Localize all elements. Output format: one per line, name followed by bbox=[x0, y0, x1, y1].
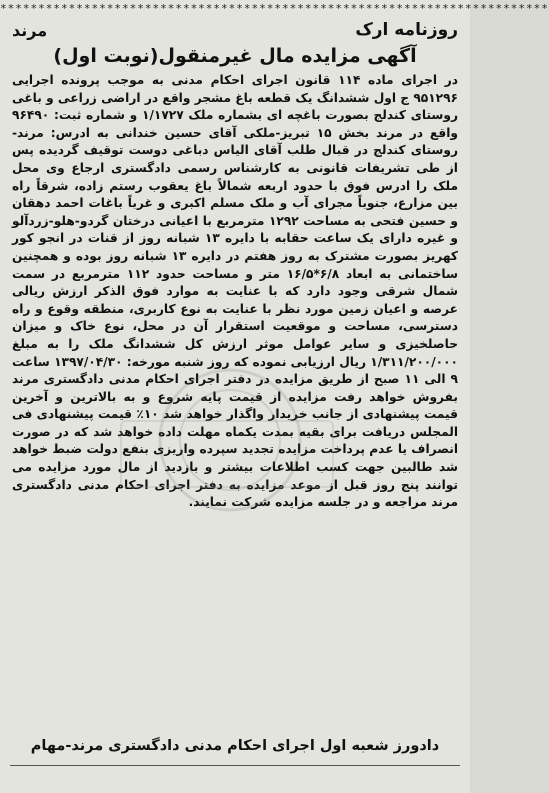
bottom-divider bbox=[10, 765, 460, 766]
notice-title: آگهی مزایده مال غیرمنقول(نوبت اول) bbox=[53, 45, 417, 67]
notice-signature: دادورز شعبه اول اجرای احکام مدنی دادگستری مرند-مهام bbox=[30, 738, 440, 754]
masthead bbox=[12, 18, 458, 42]
notice-body: در اجرای ماده ۱۱۴ قانون اجرای احکام مدنی به موجب پرونده اجرایی ۹۵۱۲۹۶ ج اول ششدانگ یک قطعه باغ مشجر واقع در اراضی زراعی و باغی روستای کندلج بصورت باغچه ای بشماره ملک ۱/۱۷۲۷ و شماره ثبت: ۹۶۴۹۰ واقع در مرند بخش ۱۵ تبریز-ملکی آقای حسین خندانی به ادرس: مرند-روستای کندلج در قبال طلب آقای الیاس دباغی دوست توقیف گردیده پس از طی تشریفات قانونی به کارشناس رسمی دادگستری ارجاع وی محل ملک را ادرس فوق با حدود اربعه شمالاً باغ یعقوب رستم زاده، شرقاً راه بین مزارع، جنوباً مجرای آب و ملک مسلم اکبری و غرباً باغات احمد دهقان و حسین فتحی به مساحت ۱۲۹۲ مترمربع با اعیانی درختان گردو-هلو-زردآلو و غیره دارای یک ساعت حقابه با دایره ۱۳ شبانه روز از قنات در انجو کور کهریز بصورت مشترک به روز هفتم در دایره ۱۳ شبانه روز بوده و همچنین ساختمانی به ابعاد ۶/۸*۱۶/۵ متر و مساحت حدود ۱۱۲ مترمربع در سمت شمال شرقی وجود دارد که با عنایت به موارد فوق الذکر ارزش ریالی عرصه و اعیان زمین مورد نظر با عنایت به نوع کاربری، منطقه وقوع و راه دسترسی، مساحت و موقعیت استقرار آن در محل، نوع خاک و میزان حاصلخیزی و سایر عوامل موثر ارزش کل ششدانگ ملک را به مبلغ ۱/۳۱۱/۲۰۰/۰۰۰ ریال ارزیابی نموده که روز شنبه مورخه: ۱۳۹۷/۰۴/۳۰ ساعت ۹ الی ۱۱ صبح از طریق مزایده در دفتر اجرای احکام مدنی دادگستری مرند بفروش خواهد رفت مزایده از قیمت پایه شروع و به بالاترین و آخرین قیمت پیشنهادی از جانب خریدار واگذار خواهد شد ۱۰٪ قیمت پیشنهادی فی المجلس دریافت برای بقیه بمدت یکماه مهلت داده خواهد شد که در صورت انصراف یا عدم پرداخت مزایده تجدید سپرده واریزی بنفع دولت ضبط خواهد شد طالبین جهت کسب اطلاعات بیشتر و بازدید از مال مورد مزایده می توانند پنج روز قبل از موعد مزایده به دفتر اجرای احکام مدنی دادگستری مرند مراجعه و در جلسه مزایده شرکت نمایند. bbox=[12, 73, 458, 510]
newspaper-name: روزنامه ارک bbox=[355, 20, 458, 40]
city-label: مرند bbox=[12, 20, 48, 40]
decorative-star-border: ************************************************************************ bbox=[0, 2, 549, 15]
